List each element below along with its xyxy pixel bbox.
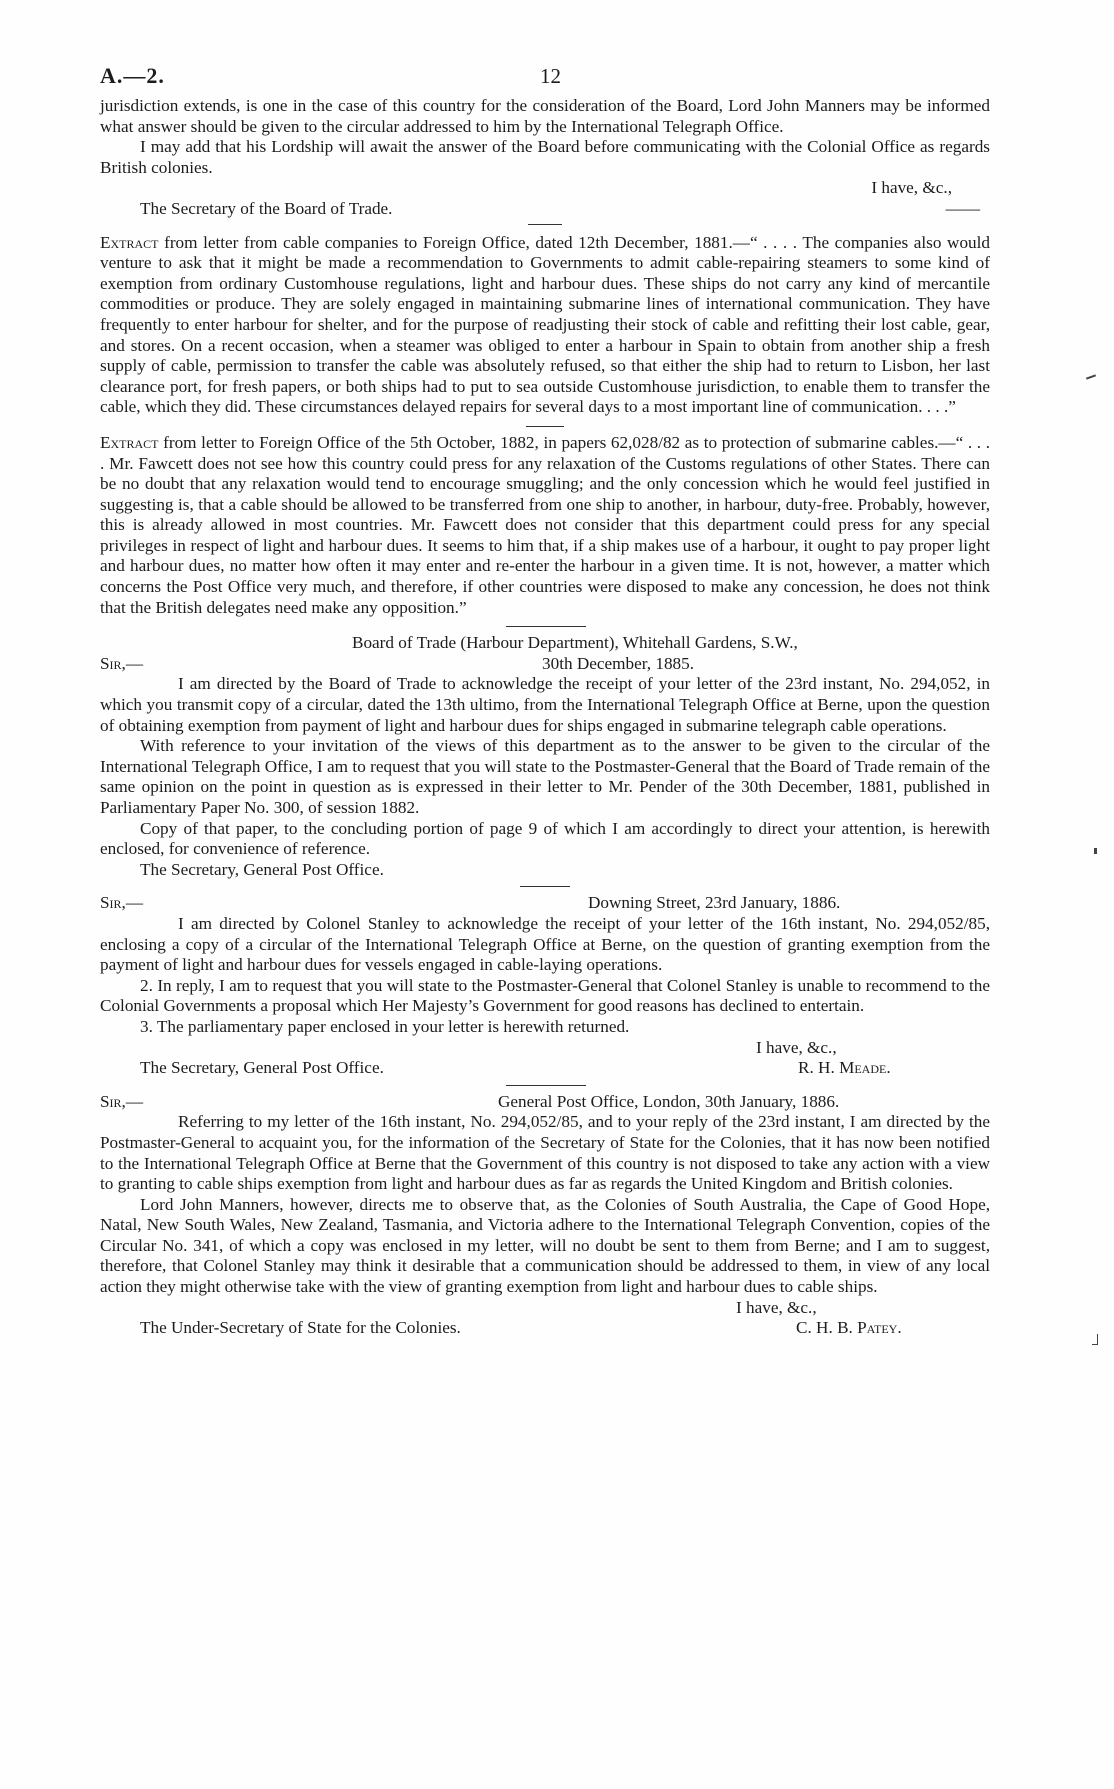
letter3-para2: Lord John Manners, however, directs me to observe that, as the Colonies of South Australia, the Cape of Good Hope, Natal, New South Wales, New Zealand, Tasmania, and Victoria adhere to the International Telegraph Convention, copies of the Circular No. 341, of which a copy was enclosed in my letter, will no doubt be sent to them from Berne; and I am to suggest, therefore, that Colonel Stanley may think it desirable that a communication should be addressed to them, in view of any local action they might otherwise take with the view of granting exemption from light and harbour dues to cable ships. bbox=[100, 1194, 990, 1297]
divider bbox=[506, 626, 586, 627]
margin-mark bbox=[1094, 848, 1097, 854]
section1-closing-row bbox=[100, 178, 990, 199]
letter3-signature: C. H. B. Patey. bbox=[796, 1318, 902, 1338]
extract2-text: from letter to Foreign Office of the 5th October, 1882, in papers 62,028/82 as to protection of submarine cables.—“ . . . . Mr. Fawcett does not see how this country could press for any relaxation of the Customs regulations of other States. There can be no doubt that any relaxation would tend to encourage smuggling; and the only concession which he would feel justified in suggesting is, that a cable should be allowed to be transferred from one ship to another, in harbour, duty-free. Probably, however, this is already allowed in most countries. Mr. Fawcett does not consider that this department could press for any special privileges in respect of light and harbour dues. It seems to him that, if a ship makes use of a harbour, it ought to pay proper light and harbour dues, no matter how often it may enter and re-enter the harbour in a given time. It is not, however, a matter which concerns the Post Office very much, and therefore, if other countries were disposed to make any concession, he does not think that the British delegates need make any opposition.” bbox=[100, 432, 991, 617]
letter3-salutation: Sir,— bbox=[100, 1091, 144, 1111]
letter2-closing: I have, &c., bbox=[756, 1037, 837, 1057]
letter2-para3: 3. The parliamentary paper enclosed in your letter is herewith returned. bbox=[140, 1016, 630, 1036]
section1-addressee: The Secretary of the Board of Trade. bbox=[140, 198, 393, 218]
letter1-address-row bbox=[100, 633, 990, 654]
letter3-para1: Referring to my letter of the 16th instant, No. 294,052/85, and to your reply of the 23rd instant, I am directed by the Postmaster-General to acquaint you, for the information of the Secretary of State for the Colonies, that it has now been notified to the International Telegraph Office at Berne that the Government of this country is not disposed to take any action with a view to granting to cable ships exemption from light and harbour dues as far as regards the United Kingdom and British colonies. bbox=[100, 1112, 990, 1194]
letter2-place-date: Downing Street, 23rd January, 1886. bbox=[588, 893, 841, 913]
letter1-address: Board of Trade (Harbour Department), Whitehall Gardens, S.W., bbox=[352, 633, 798, 653]
section1-closing: I have, &c., bbox=[871, 178, 952, 198]
letter1-salutation-row bbox=[100, 654, 990, 675]
letter2-closing-row bbox=[100, 1038, 990, 1059]
letter3-closing: I have, &c., bbox=[736, 1297, 817, 1317]
letter2-signature-row bbox=[100, 1058, 990, 1079]
divider bbox=[526, 426, 564, 427]
letter3-addressee: The Under-Secretary of State for the Colonies. bbox=[140, 1318, 461, 1338]
letter3-salutation-row bbox=[100, 1092, 990, 1113]
margin-mark bbox=[1086, 374, 1096, 379]
letter1-para1: I am directed by the Board of Trade to acknowledge the receipt of your letter of the 23rd instant, No. 294,052, in which you transmit copy of a circular, dated the 13th ultimo, from the International Telegraph Office at Berne, upon the question of obtaining exemption from payment of light and harbour dues for ships engaged in submarine telegraph cable operations. bbox=[100, 674, 990, 735]
margin-mark bbox=[1092, 1334, 1098, 1345]
section1-para2: I may add that his Lordship will await the answer of the Board before communicating with the Colonial Office as regards British colonies. bbox=[100, 137, 990, 177]
page-header bbox=[100, 63, 990, 96]
letter1-date: 30th December, 1885. bbox=[542, 653, 695, 673]
letter2-para1: I am directed by Colonel Stanley to acknowledge the receipt of your letter of the 16th instant, No. 294,052/85, enclosing a copy of a circular of the International Telegraph Office at Berne, on the question of granting exemption from the payment of light and harbour dues for vessels engaged in cable-laying operations. bbox=[100, 913, 990, 975]
series-label: A.—2. bbox=[100, 63, 165, 88]
letter2-addressee: The Secretary, General Post Office. bbox=[140, 1058, 384, 1078]
extract2-lead: Extract bbox=[100, 432, 159, 452]
letter3-signature-row bbox=[100, 1318, 990, 1339]
letter1-salutation: Sir,— bbox=[100, 653, 144, 673]
letter3-place-date: General Post Office, London, 30th January, 1886. bbox=[498, 1091, 840, 1111]
page-number: 12 bbox=[540, 64, 561, 88]
divider bbox=[506, 1085, 586, 1086]
extract1-text: from letter from cable companies to Foreign Office, dated 12th December, 1881.—“ . . . . The companies also would venture to ask that it might be made a recommendation to Governments to admit cable-repairing steamers to some kind of exemption from ordinary Customhouse regulations, light and harbour dues. These ships do not carry any kind of mercantile commodities or produce. They are solely engaged in maintaining submarine lines of international communication. They have frequently to enter harbour for shelter, and for the purpose of readjusting their stock of cable and refitting their lost cable, gear, and stores. On a recent occasion, when a steamer was obliged to enter a harbour in Spain to obtain from another ship a fresh supply of cable, permission to transfer the cable was absolutely refused, so that either the ship had to return to Lisbon, her last clearance port, for fresh papers, or both ships had to put to sea outside Customhouse jurisdiction, to enable them to transfer the cable, which they did. These circumstances delayed repairs for several days to a most important line of communication. . . .” bbox=[100, 232, 991, 417]
extract1-lead: Extract bbox=[100, 232, 159, 252]
section1-dash: —— bbox=[945, 198, 980, 218]
letter2-para2: 2. In reply, I am to request that you will state to the Postmaster-General that Colonel Stanley is unable to recommend to the Colonial Governments a proposal which Her Majesty’s Government for good reasons has declined to entertain. bbox=[100, 975, 990, 1016]
letter1-para2: With reference to your invitation of the views of this department as to the answer to be given to the circular of the International Telegraph Office, I am to request that you will state to the Postmaster-General that the Board of Trade remain of the same opinion on the point in question as is expressed in their letter to Mr. Pender of the 30th December, 1881, published in Parliamentary Paper No. 300, of session 1882. bbox=[100, 736, 990, 817]
extract1-paragraph bbox=[100, 233, 990, 418]
divider bbox=[520, 886, 570, 887]
section1-addressee-row bbox=[100, 199, 990, 220]
divider bbox=[528, 224, 562, 225]
document-page bbox=[100, 63, 991, 1339]
extract2-paragraph bbox=[100, 433, 990, 618]
section1-para1: jurisdiction extends, is one in the case of this country for the consideration of the Board, Lord John Manners may be informed what answer should be given to the circular addressed to him by the International Telegraph Office. bbox=[100, 96, 990, 136]
letter2-salutation-row bbox=[100, 893, 990, 914]
letter3-closing-row bbox=[100, 1298, 990, 1319]
letter1-para3: Copy of that paper, to the concluding portion of page 9 of which I am accordingly to direct your attention, is herewith enclosed, for convenience of reference. bbox=[100, 818, 990, 859]
letter1-addressee: The Secretary, General Post Office. bbox=[140, 859, 384, 879]
letter2-salutation: Sir,— bbox=[100, 893, 144, 913]
letter1-addressee-row bbox=[100, 860, 990, 881]
letter2-signature: R. H. Meade. bbox=[798, 1058, 891, 1078]
